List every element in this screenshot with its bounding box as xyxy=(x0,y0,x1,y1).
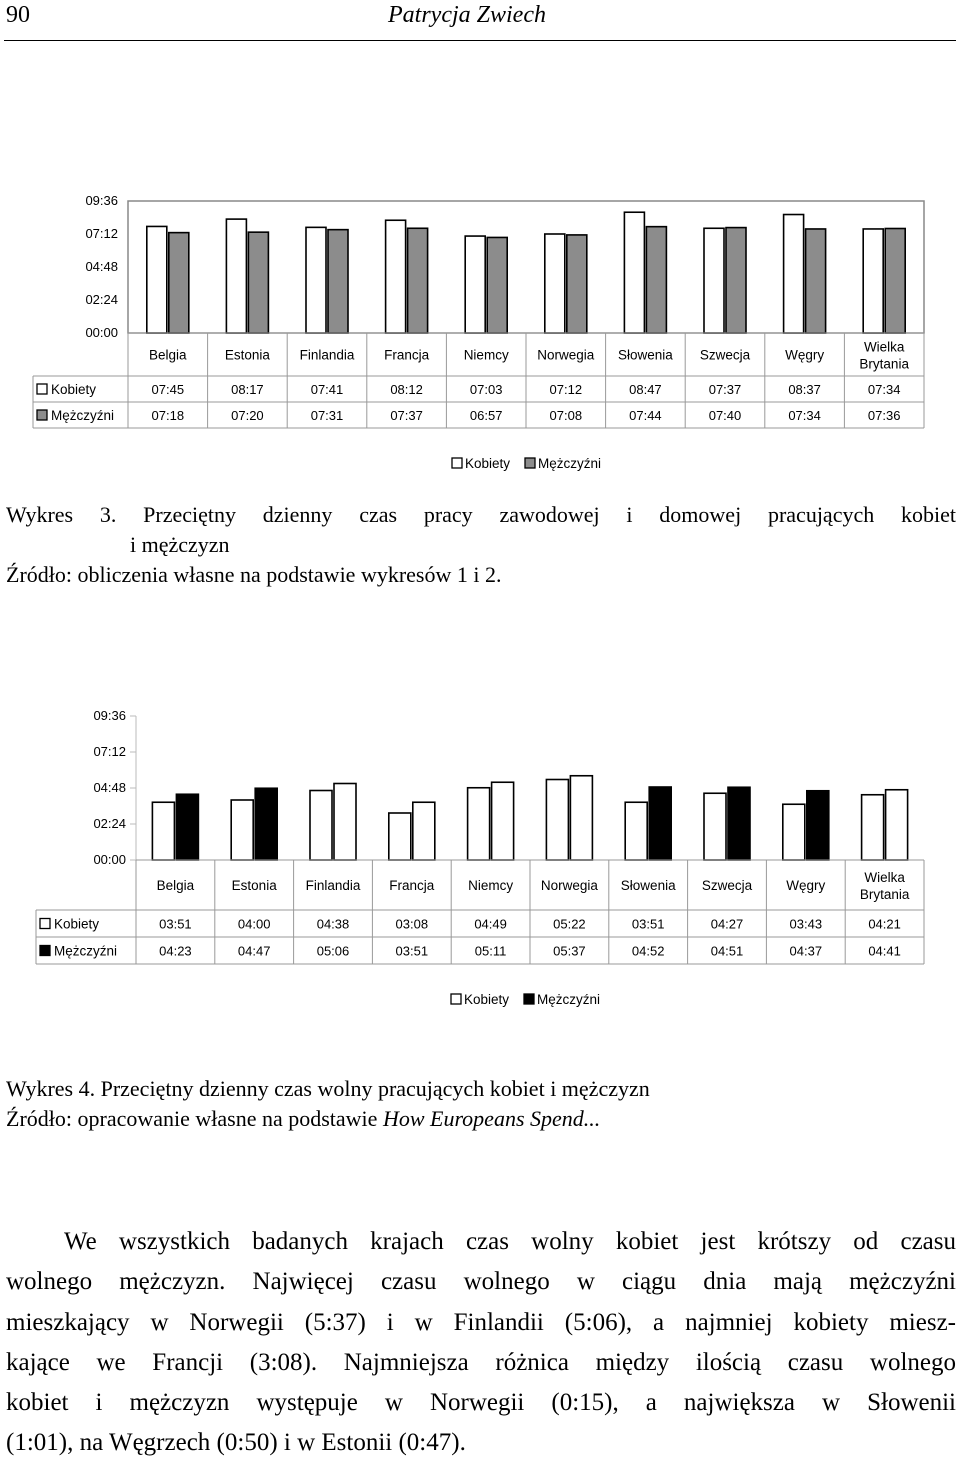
page-number: 90 xyxy=(6,2,30,28)
category-label: Brytania xyxy=(859,887,910,902)
data-label: 07:20 xyxy=(231,408,264,423)
category-label: Słowenia xyxy=(620,878,676,893)
bar-kobiety xyxy=(862,795,884,860)
figure4-title: Wykres 4. Przeciętny dzienny czas wolny pracujących kobiet i mężczyzn xyxy=(6,1076,650,1101)
category-label: Węgry xyxy=(785,347,825,363)
data-label: 07:34 xyxy=(867,382,901,397)
category-label: Szwecja xyxy=(699,347,751,363)
data-label: 07:08 xyxy=(549,408,583,423)
data-label: 04:51 xyxy=(710,943,744,959)
bar-kobiety xyxy=(306,227,326,333)
bar-mezczyzni xyxy=(570,776,592,860)
category-label: Belgia xyxy=(149,347,187,363)
data-label: 05:11 xyxy=(474,943,507,959)
category-label: Francja xyxy=(389,878,435,893)
y-tick-label: 07:12 xyxy=(93,744,126,759)
legend-key xyxy=(40,946,50,956)
category-label: Estonia xyxy=(224,347,270,363)
legend-key xyxy=(40,919,50,929)
figure4-source xyxy=(6,1104,956,1134)
data-label: 04:38 xyxy=(316,916,350,932)
bar-kobiety xyxy=(783,804,805,860)
data-label: 04:21 xyxy=(868,916,901,932)
bar-kobiety xyxy=(152,802,174,860)
series-row-label: Kobiety xyxy=(51,382,97,397)
bar-kobiety xyxy=(863,229,883,333)
header-rule xyxy=(4,40,956,41)
bar-mezczyzni xyxy=(885,229,905,334)
legend-key xyxy=(37,410,47,420)
bar-mezczyzni xyxy=(807,791,829,860)
data-label: 07:37 xyxy=(390,408,423,423)
data-label: 08:47 xyxy=(629,382,662,397)
bar-mezczyzni xyxy=(248,232,268,333)
category-label: Finlandia xyxy=(305,878,361,893)
bar-kobiety xyxy=(624,212,644,333)
bar-kobiety xyxy=(704,228,724,333)
data-label: 08:37 xyxy=(788,382,821,397)
data-label: 07:18 xyxy=(151,408,185,423)
data-label: 06:57 xyxy=(469,408,503,423)
paragraph-line: wolnego mężczyzn. Najwięcej czasu wolnego w ciągu dnia mają mężczyźni xyxy=(6,1268,956,1296)
figure4-source-title: How Europeans Spend... xyxy=(382,1106,601,1131)
bar-mezczyzni xyxy=(169,233,189,333)
data-label: 08:17 xyxy=(231,382,264,397)
data-label: 07:45 xyxy=(151,382,185,397)
legend-label: Kobiety xyxy=(464,992,510,1007)
legend-key xyxy=(451,994,461,1004)
category-label: Estonia xyxy=(231,878,277,893)
data-label: 03:51 xyxy=(395,943,429,959)
legend-label: Kobiety xyxy=(465,456,511,471)
series-row-label: Kobiety xyxy=(54,916,100,932)
category-label: Brytania xyxy=(859,356,909,372)
paragraph-line: mieszkający w Norwegii (5:37) i w Finlandii (5:06), a najmniej kobiety miesz- xyxy=(6,1308,956,1336)
bar-mezczyzni xyxy=(487,237,507,333)
data-label: 05:06 xyxy=(316,943,350,959)
category-label: Wielka xyxy=(864,870,905,885)
bar-kobiety xyxy=(226,219,246,333)
y-tick-label: 04:48 xyxy=(93,780,126,795)
y-tick-label: 02:24 xyxy=(93,816,126,831)
data-label: 07:37 xyxy=(708,382,742,397)
running-title: Patrycja Zwiech xyxy=(388,2,546,28)
data-label: 07:44 xyxy=(629,408,662,423)
category-label: Francja xyxy=(384,347,430,363)
data-label: 04:52 xyxy=(631,943,665,959)
category-label: Wielka xyxy=(863,339,905,355)
category-label: Norwegia xyxy=(540,878,598,893)
data-label: 03:51 xyxy=(631,916,665,932)
bar-kobiety xyxy=(310,791,332,861)
bar-mezczyzni xyxy=(806,229,826,333)
series-row-label: Mężczyźni xyxy=(51,408,115,423)
bar-mezczyzni xyxy=(649,787,671,860)
bar-kobiety xyxy=(147,226,167,333)
data-label: 05:37 xyxy=(553,943,586,959)
body-paragraph xyxy=(6,1222,956,1464)
paragraph-line: kobiet i mężczyzn występuje w Norwegii (0:15), a największa w Słowenii xyxy=(6,1389,956,1417)
bar-kobiety xyxy=(465,236,485,333)
y-tick-label: 00:00 xyxy=(85,325,118,340)
bar-mezczyzni xyxy=(726,228,746,333)
data-label: 07:34 xyxy=(788,408,821,423)
bar-kobiety xyxy=(625,802,647,860)
data-label: 04:37 xyxy=(789,943,823,959)
figure3-caption xyxy=(6,500,956,590)
bar-mezczyzni xyxy=(567,235,587,333)
data-label: 07:36 xyxy=(867,408,901,423)
figure4-caption xyxy=(6,1074,956,1134)
category-label: Finlandia xyxy=(299,347,355,363)
bar-kobiety xyxy=(468,788,490,860)
legend-label: Mężczyźni xyxy=(537,992,601,1007)
data-label: 07:12 xyxy=(549,382,583,397)
category-label: Słowenia xyxy=(618,347,673,363)
category-label: Niemcy xyxy=(463,347,509,363)
category-label: Szwecja xyxy=(701,878,753,893)
page-header xyxy=(0,0,960,40)
category-label: Norwegia xyxy=(537,347,595,363)
y-tick-label: 07:12 xyxy=(85,226,118,241)
chart-free-time xyxy=(0,700,960,1020)
legend-key xyxy=(452,458,462,468)
data-label: 07:40 xyxy=(708,408,742,423)
plot-area xyxy=(128,201,924,333)
bar-kobiety xyxy=(704,793,726,860)
data-label: 07:03 xyxy=(469,382,503,397)
figure3-title-line2: i mężczyzn xyxy=(130,532,230,557)
bar-kobiety xyxy=(386,220,406,333)
bar-kobiety xyxy=(784,215,804,333)
bar-kobiety xyxy=(231,800,253,860)
figure3-title-line1: Wykres 3. Przeciętny dzienny czas pracy zawodowej i domowej pracujących kobiet xyxy=(6,502,956,527)
figure4-source-prefix: Źródło: opracowanie własne na podstawie xyxy=(6,1106,383,1131)
series-row-label: Mężczyźni xyxy=(54,943,118,959)
paragraph-line: kające we Francji (3:08). Najmniejsza różnica między ilością czasu wolnego xyxy=(6,1348,956,1376)
data-label: 04:47 xyxy=(237,943,271,959)
legend-key xyxy=(525,458,535,468)
paragraph-line: We wszystkich badanych krajach czas wolny kobiet jest krótszy od czasu xyxy=(64,1228,956,1255)
legend-label: Mężczyźni xyxy=(538,456,602,471)
paragraph-line: (1:01), na Węgrzech (0:50) i w Estonii (0:47). xyxy=(6,1429,466,1457)
bar-mezczyzni xyxy=(728,787,750,860)
category-label: Węgry xyxy=(786,878,826,893)
y-tick-label: 04:48 xyxy=(85,259,118,274)
data-label: 04:41 xyxy=(868,943,901,959)
data-label: 04:23 xyxy=(159,943,192,959)
bar-mezczyzni xyxy=(408,228,428,333)
data-label: 03:08 xyxy=(395,916,429,932)
bar-kobiety xyxy=(389,813,411,860)
chart-work-time xyxy=(0,185,960,485)
y-tick-label: 09:36 xyxy=(85,193,118,208)
y-tick-label: 00:00 xyxy=(93,852,126,867)
bar-mezczyzni xyxy=(646,227,666,333)
data-label: 07:31 xyxy=(310,408,344,423)
figure3-source: Źródło: obliczenia własne na podstawie wykresów 1 i 2. xyxy=(6,562,502,587)
y-tick-label: 09:36 xyxy=(93,708,126,723)
legend-key xyxy=(37,384,47,394)
data-label: 04:00 xyxy=(237,916,271,932)
data-label: 05:22 xyxy=(553,916,586,932)
data-label: 03:43 xyxy=(789,916,823,932)
bar-mezczyzni xyxy=(255,788,277,860)
data-label: 04:49 xyxy=(474,916,507,932)
bar-mezczyzni xyxy=(886,790,908,860)
bar-mezczyzni xyxy=(492,782,514,860)
category-label: Belgia xyxy=(156,878,195,893)
bar-mezczyzni xyxy=(334,784,356,861)
data-label: 07:41 xyxy=(310,382,344,397)
bar-mezczyzni xyxy=(328,230,348,333)
bar-kobiety xyxy=(546,780,568,861)
data-label: 04:27 xyxy=(710,916,744,932)
data-label: 03:51 xyxy=(159,916,192,932)
legend-key xyxy=(524,994,534,1004)
data-label: 08:12 xyxy=(390,382,423,397)
category-label: Niemcy xyxy=(468,878,514,893)
y-tick-label: 02:24 xyxy=(85,292,118,307)
bar-mezczyzni xyxy=(176,794,198,860)
bar-mezczyzni xyxy=(413,802,435,860)
bar-kobiety xyxy=(545,234,565,333)
